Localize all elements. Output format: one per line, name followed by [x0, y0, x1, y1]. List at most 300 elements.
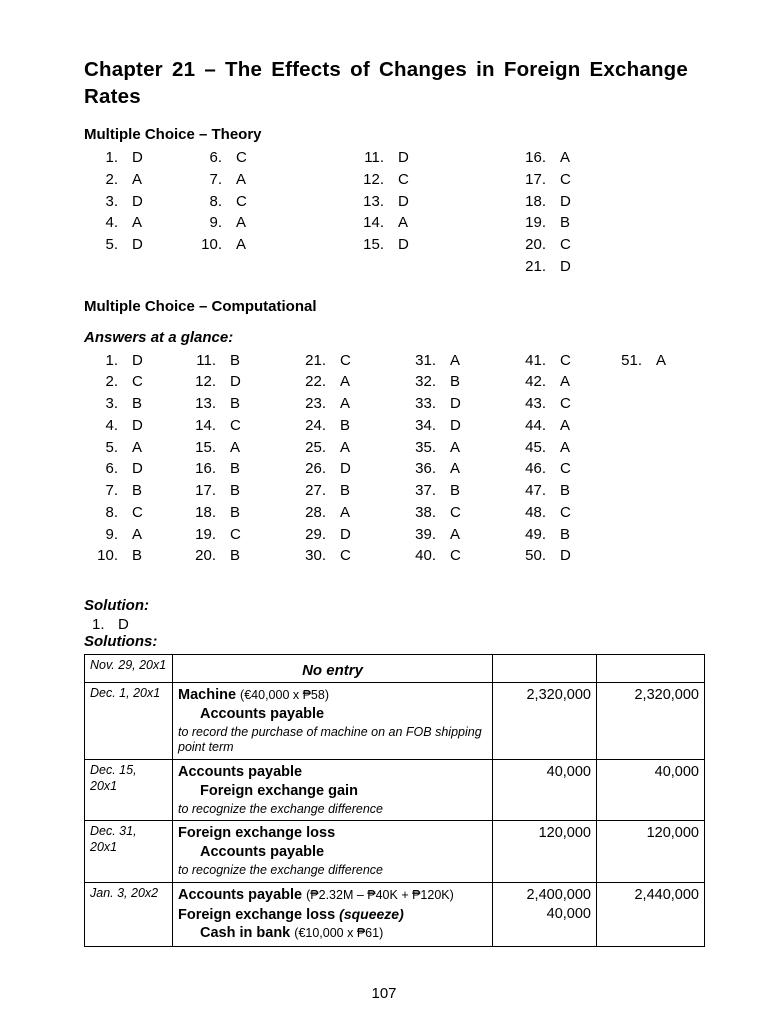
credit-account-line: [178, 924, 487, 943]
answer-value: A: [450, 438, 461, 456]
section-heading-computational: Multiple Choice – Computational: [84, 297, 317, 315]
table-row: [85, 655, 705, 683]
answer-item-empty: [612, 480, 692, 502]
answer-value: D: [132, 149, 143, 167]
answer-number: 9.: [209, 214, 222, 232]
answer-item: [358, 191, 520, 213]
debit-account-note-2: (squeeze): [339, 905, 404, 922]
answer-number: 17.: [525, 170, 546, 188]
answer-value: B: [340, 416, 351, 434]
answer-item: [186, 437, 296, 459]
answer-item-empty: [358, 256, 520, 278]
answer-number: 2.: [105, 170, 118, 188]
answer-value: C: [450, 503, 461, 521]
answer-number: 5.: [105, 236, 118, 254]
credit-account-name: Cash in bank: [200, 925, 291, 942]
answer-value: A: [340, 373, 351, 391]
answer-number: 18.: [525, 192, 546, 210]
answer-item-empty: [612, 371, 692, 393]
answer-number: 4.: [105, 416, 118, 434]
entry-date-cell: [85, 760, 173, 821]
answer-item: [186, 480, 296, 502]
answer-value: A: [560, 438, 571, 456]
debit-account-line-2: [178, 905, 487, 925]
entry-credit-cell: [597, 655, 705, 683]
answer-item: [88, 393, 186, 415]
answer-item: [296, 545, 406, 567]
answer-value: D: [398, 149, 409, 167]
answer-item: [520, 191, 670, 213]
page-number: 107: [371, 985, 397, 1002]
answer-item: [92, 169, 196, 191]
answer-item: [516, 458, 612, 480]
answer-number: 36.: [415, 460, 436, 478]
entry-credit-cell: [597, 882, 705, 947]
debit-account-name: Accounts payable: [178, 886, 303, 903]
answer-value: C: [230, 416, 241, 434]
answer-number: 41.: [525, 351, 546, 369]
answer-item: [520, 147, 670, 169]
answer-item: [516, 437, 612, 459]
answer-value: B: [560, 482, 571, 500]
answer-item: [186, 371, 296, 393]
credit-amount: 120,000: [646, 825, 699, 842]
answer-number: 28.: [305, 503, 326, 521]
answer-value: A: [132, 525, 143, 543]
answer-number: 20.: [195, 547, 216, 565]
answer-number: 17.: [195, 482, 216, 500]
entry-description-cell: [173, 821, 493, 882]
answer-number: 13.: [363, 192, 384, 210]
debit-amount: 2,400,000: [526, 886, 591, 903]
answer-value: A: [236, 170, 247, 188]
debit-account-note: (₱2.32M – ₱40K + ₱120K): [306, 887, 454, 902]
answer-number: 7.: [105, 482, 118, 500]
answer-item: [196, 169, 358, 191]
answer-value: D: [132, 351, 143, 369]
entry-date: Dec. 1, 20x1: [90, 686, 161, 701]
answer-value: A: [340, 395, 351, 413]
answer-item: [358, 212, 520, 234]
answer-value: A: [560, 149, 571, 167]
answer-item: [520, 169, 670, 191]
answer-item: [406, 350, 516, 372]
answer-number: 46.: [525, 460, 546, 478]
answer-number: 16.: [195, 460, 216, 478]
solutions-label: Solutions:: [84, 633, 158, 651]
entry-credit-cell: [597, 821, 705, 882]
answer-value: A: [560, 416, 571, 434]
answer-item: [186, 393, 296, 415]
answer-number: 45.: [525, 438, 546, 456]
answer-value: C: [398, 170, 409, 188]
credit-account-name: Accounts payable: [200, 844, 325, 861]
answer-item-empty: [612, 415, 692, 437]
answer-number: 14.: [363, 214, 384, 232]
answer-number: 48.: [525, 503, 546, 521]
answer-value: C: [560, 351, 571, 369]
answer-number: 30.: [305, 547, 326, 565]
credit-account-line: [178, 705, 487, 724]
answer-item: [88, 415, 186, 437]
answer-number: 6.: [209, 149, 222, 167]
journal-entries-table: [84, 654, 705, 947]
entry-date: Dec. 15, 20x1: [90, 763, 137, 793]
answer-value: D: [560, 257, 571, 275]
debit-account-name-2: Foreign exchange loss: [178, 906, 336, 923]
answer-number: [612, 545, 642, 567]
answer-item: [296, 415, 406, 437]
answer-item: [406, 415, 516, 437]
answer-value: A: [340, 503, 351, 521]
answer-value: B: [340, 482, 351, 500]
answer-item: [186, 415, 296, 437]
answer-value: D: [450, 416, 461, 434]
answer-item: [516, 545, 612, 567]
answer-value: B: [132, 547, 143, 565]
entry-date-cell: [85, 821, 173, 882]
answer-item: [196, 191, 358, 213]
answer-item: [92, 191, 196, 213]
answer-value: D: [340, 460, 351, 478]
answer-value: A: [450, 351, 461, 369]
answer-value: A: [560, 373, 571, 391]
entry-date: Jan. 3, 20x2: [90, 885, 159, 900]
answer-item: [296, 393, 406, 415]
answer-item: [406, 502, 516, 524]
answer-item: [296, 480, 406, 502]
answer-item: [92, 212, 196, 234]
entry-description-cell: [173, 683, 493, 760]
answer-value: B: [132, 395, 143, 413]
answer-value: B: [230, 547, 241, 565]
answer-item: [186, 458, 296, 480]
answer-value: C: [560, 236, 571, 254]
solution-item: [92, 616, 688, 633]
answer-value: C: [340, 547, 351, 565]
answer-item: [186, 350, 296, 372]
answer-number: 19.: [195, 525, 216, 543]
answer-item: [196, 147, 358, 169]
answer-value: D: [560, 547, 571, 565]
debit-account-name: Machine: [178, 687, 237, 704]
answer-value: A: [230, 438, 241, 456]
answer-item: [520, 234, 670, 256]
answer-number: 9.: [105, 525, 118, 543]
answer-number: 47.: [525, 482, 546, 500]
entry-credit-cell: [597, 683, 705, 760]
answers-at-a-glance-heading: Answers at a glance:: [84, 328, 234, 346]
answer-number: 39.: [415, 525, 436, 543]
answer-item: [406, 437, 516, 459]
answer-value: A: [398, 214, 409, 232]
answer-item: [516, 480, 612, 502]
answer-value: A: [132, 170, 143, 188]
answer-item: [186, 502, 296, 524]
answer-number: 42.: [525, 373, 546, 391]
entry-date-cell: [85, 655, 173, 683]
answer-value: C: [230, 525, 241, 543]
answer-item: [88, 524, 186, 546]
answer-number: [612, 458, 642, 480]
answer-value: C: [450, 547, 461, 565]
entry-debit-cell: [493, 655, 597, 683]
table-row: [85, 882, 705, 947]
answer-item-empty: [612, 458, 692, 480]
answer-value: A: [450, 460, 461, 478]
answer-number: 1.: [105, 351, 118, 369]
answer-number: [358, 256, 384, 278]
answer-number: 21.: [525, 257, 546, 275]
answer-value: A: [236, 214, 247, 232]
answer-value: B: [230, 460, 241, 478]
answer-number: 19.: [525, 214, 546, 232]
answer-number: 29.: [305, 525, 326, 543]
solution-item-answer: D: [118, 616, 129, 634]
answer-value: A: [340, 438, 351, 456]
answer-value: B: [230, 503, 241, 521]
credit-amount: 2,320,000: [634, 687, 699, 704]
entry-date-cell: [85, 882, 173, 947]
answer-value: D: [132, 192, 143, 210]
answer-number: 8.: [209, 192, 222, 210]
section-heading-theory: Multiple Choice – Theory: [84, 126, 262, 144]
answer-number: 15.: [195, 438, 216, 456]
answer-item: [186, 524, 296, 546]
answer-value: B: [560, 525, 571, 543]
answer-item: [92, 234, 196, 256]
answer-item: [406, 393, 516, 415]
entry-credit-cell: [597, 760, 705, 821]
answer-number: [612, 437, 642, 459]
answer-number: [612, 371, 642, 393]
answer-value: D: [398, 192, 409, 210]
answer-number: 21.: [305, 351, 326, 369]
entry-description-cell: [173, 760, 493, 821]
answer-number: 15.: [363, 236, 384, 254]
answer-number: 11.: [196, 351, 216, 369]
entry-debit-cell: [493, 683, 597, 760]
answer-item: [358, 169, 520, 191]
page-content: [84, 56, 699, 947]
answer-number: 10.: [201, 236, 222, 254]
answer-item: [296, 437, 406, 459]
answer-value: B: [230, 482, 241, 500]
answer-value: A: [656, 351, 667, 369]
answer-number: 13.: [195, 395, 216, 413]
answer-item-empty: [612, 545, 692, 567]
answer-value: C: [132, 373, 143, 391]
answer-value: C: [236, 192, 247, 210]
debit-amount: 120,000: [538, 825, 591, 842]
no-entry-text: No entry: [302, 662, 363, 680]
answer-number: [612, 393, 642, 415]
entry-narration: to recognize the exchange difference: [178, 863, 383, 878]
answer-item: [92, 147, 196, 169]
answer-item-empty: [612, 524, 692, 546]
answer-number: 14.: [195, 416, 216, 434]
debit-account-line: [178, 763, 487, 782]
answer-value: C: [340, 351, 351, 369]
computational-answer-grid: [88, 350, 688, 568]
answer-number: 6.: [105, 460, 118, 478]
answer-value: A: [132, 438, 143, 456]
answer-item-empty: [612, 502, 692, 524]
answer-number: 33.: [415, 395, 436, 413]
answer-item: [406, 524, 516, 546]
answer-number: 2.: [105, 373, 118, 391]
answer-value: D: [450, 395, 461, 413]
debit-account-note: (€40,000 x ₱58): [240, 688, 329, 703]
debit-account-name: Accounts payable: [178, 764, 303, 781]
answer-item: [520, 212, 670, 234]
answer-value: B: [230, 351, 241, 369]
answer-value: A: [132, 214, 143, 232]
answer-number: 50.: [525, 547, 546, 565]
answer-number: 31.: [415, 351, 436, 369]
answer-item: [88, 371, 186, 393]
answer-number: 51.: [621, 351, 642, 369]
answer-number: 26.: [305, 460, 326, 478]
answer-item: [358, 234, 520, 256]
answer-number: 35.: [415, 438, 436, 456]
table-row: [85, 821, 705, 882]
answer-item: [88, 502, 186, 524]
entry-debit-cell: [493, 760, 597, 821]
answer-value: D: [560, 192, 571, 210]
answer-number: 16.: [525, 149, 546, 167]
answer-item-empty: [612, 437, 692, 459]
answer-value: B: [230, 395, 241, 413]
entry-narration: to recognize the exchange difference: [178, 801, 383, 816]
answer-value: B: [450, 482, 461, 500]
answer-value: B: [132, 482, 143, 500]
answer-value: C: [560, 503, 571, 521]
answer-number: [92, 256, 118, 278]
answer-value: C: [236, 149, 247, 167]
answer-value: D: [132, 236, 143, 254]
answer-number: 18.: [195, 503, 216, 521]
answer-number: 12.: [195, 373, 216, 391]
answer-item: [520, 256, 670, 278]
answer-item: [296, 502, 406, 524]
answer-number: 3.: [105, 192, 118, 210]
answer-item: [88, 350, 186, 372]
answer-item: [186, 545, 296, 567]
answer-item: [196, 212, 358, 234]
answer-value: D: [230, 373, 241, 391]
debit-account-line: [178, 686, 487, 705]
credit-account-name: Foreign exchange gain: [200, 782, 358, 799]
entry-date-cell: [85, 683, 173, 760]
debit-amount-2: 40,000: [546, 905, 591, 922]
entry-debit-cell: [493, 882, 597, 947]
answer-value: D: [340, 525, 351, 543]
credit-account-note: (€10,000 x ₱61): [294, 926, 384, 941]
answer-item: [88, 458, 186, 480]
answer-number: 24.: [305, 416, 326, 434]
table-row: [85, 683, 705, 760]
credit-amount: 40,000: [654, 764, 699, 781]
answer-item: [516, 524, 612, 546]
answer-item: [516, 350, 612, 372]
answer-number: 44.: [525, 416, 546, 434]
answer-item: [296, 371, 406, 393]
debit-account-name: Foreign exchange loss: [178, 825, 336, 842]
credit-account-name: Accounts payable: [200, 705, 325, 722]
answer-item: [516, 393, 612, 415]
answer-number: 1.: [105, 149, 118, 167]
solution-item-number: 1.: [92, 616, 105, 634]
answer-number: 40.: [415, 547, 436, 565]
answer-value: C: [560, 395, 571, 413]
answer-value: C: [132, 503, 143, 521]
answer-number: 7.: [209, 170, 222, 188]
answer-item: [406, 458, 516, 480]
answer-value: D: [132, 416, 143, 434]
answer-number: 22.: [305, 373, 326, 391]
answer-number: [196, 256, 222, 278]
answer-number: 37.: [415, 482, 436, 500]
answer-item: [296, 524, 406, 546]
answer-number: 49.: [525, 525, 546, 543]
debit-amount: 40,000: [546, 764, 591, 781]
answer-number: 10.: [97, 547, 118, 565]
entry-narration: to record the purchase of machine on an FOB shipping point term: [178, 724, 482, 755]
entry-debit-cell: [493, 821, 597, 882]
solution-heading: Solution:: [84, 597, 149, 615]
entry-description-cell: [173, 655, 493, 683]
answer-item: [516, 415, 612, 437]
answer-number: 5.: [105, 438, 118, 456]
entry-date: Nov. 29, 20x1: [90, 658, 167, 673]
answer-value: B: [560, 214, 571, 232]
answer-value: C: [560, 170, 571, 188]
answer-value: D: [398, 236, 409, 254]
answer-number: 8.: [105, 503, 118, 521]
credit-account-line: [178, 843, 487, 862]
answer-item: [88, 437, 186, 459]
answer-item: [88, 545, 186, 567]
answer-number: 43.: [525, 395, 546, 413]
answer-number: 23.: [305, 395, 326, 413]
answer-value: A: [236, 236, 247, 254]
entry-description-cell: [173, 882, 493, 947]
answer-number: 12.: [363, 170, 384, 188]
entry-date: Dec. 31, 20x1: [90, 824, 137, 854]
answer-number: 34.: [415, 416, 436, 434]
answer-item: [406, 480, 516, 502]
credit-account-line: [178, 782, 487, 801]
answer-item-empty: [612, 393, 692, 415]
answer-value: C: [560, 460, 571, 478]
debit-account-line: [178, 886, 487, 905]
answer-number: [612, 502, 642, 524]
answer-number: 38.: [415, 503, 436, 521]
answer-item: [406, 545, 516, 567]
debit-amount: 2,320,000: [526, 687, 591, 704]
answer-number: [612, 524, 642, 546]
answer-item: [296, 350, 406, 372]
debit-account-line: [178, 824, 487, 843]
answer-item: [296, 458, 406, 480]
answer-value: D: [132, 460, 143, 478]
answer-number: [612, 415, 642, 437]
answer-number: 32.: [415, 373, 436, 391]
answer-item: [358, 147, 520, 169]
answer-item: [196, 234, 358, 256]
answer-value: A: [450, 525, 461, 543]
